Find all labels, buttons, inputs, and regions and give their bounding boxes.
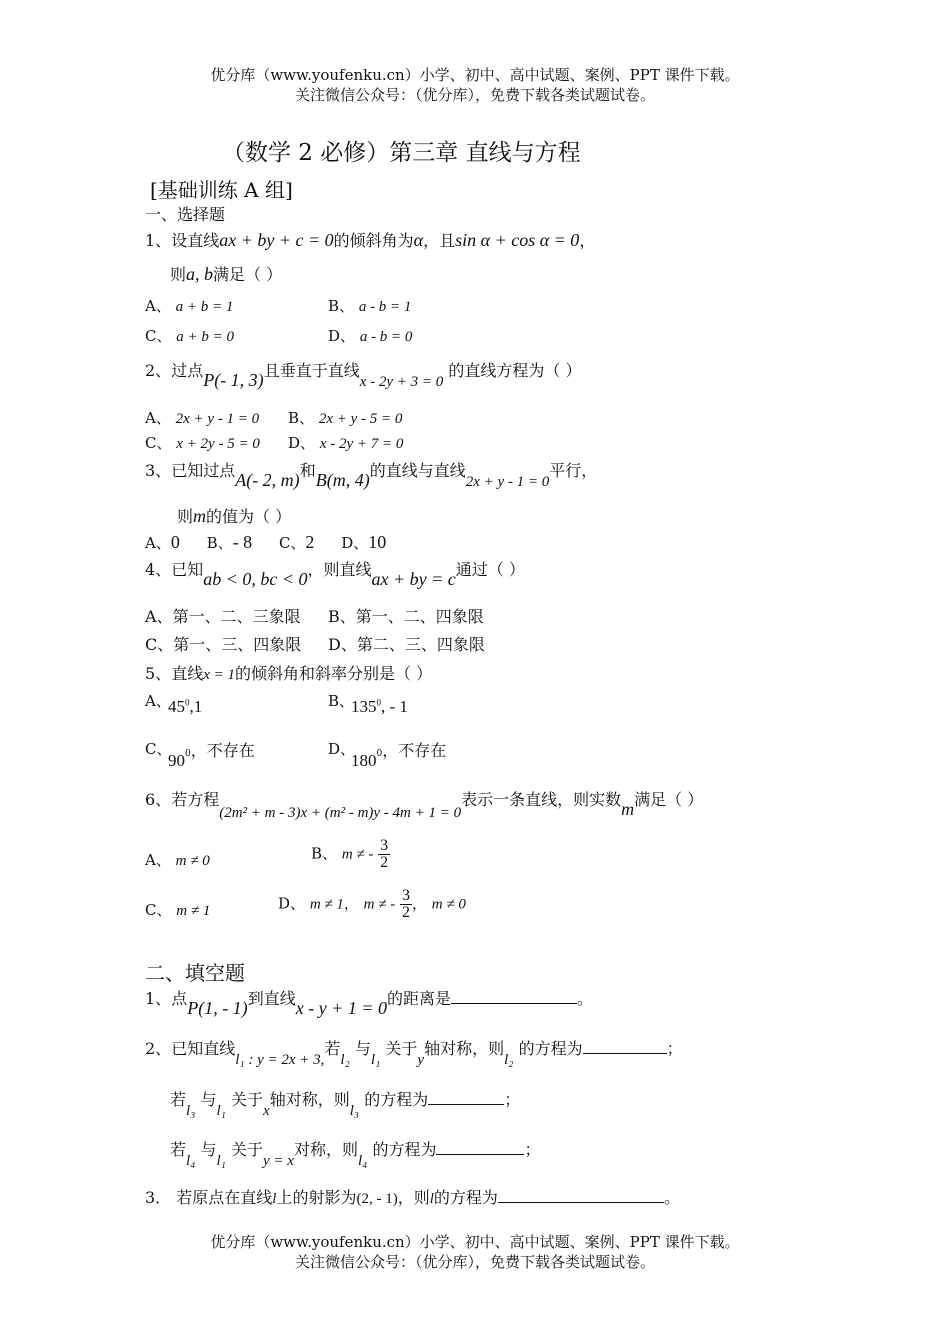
section-fill-heading: 二、填空题 — [145, 961, 245, 985]
question-3-line-2: 则m的值为（ ） — [177, 506, 292, 526]
question-2: 2、过点P(- 1, 3)且垂直于直线x - 2y + 3 = 0 的直线方程为（ ） — [145, 361, 582, 390]
q5-option-b: $135^0$, - 1 — [351, 697, 408, 716]
fill-question-3: 3． 若原点在直线l上的射影为(2, - 1)，则l的方程为 。 — [145, 1188, 680, 1207]
footer-line-2: 关注微信公众号：（优分库），免费下载各类试题试卷。 — [294, 1253, 655, 1271]
q4-option-c: C、第一、三、四象限 — [145, 635, 302, 654]
q4-option-a: A、第一、二、三象限 — [145, 607, 301, 626]
question-4: 4、已知ab < 0, bc < 0，则直线ax + by = c通过（ ） — [145, 560, 525, 589]
header-line-2: 关注微信公众号：（优分库），免费下载各类试题试卷。 — [294, 86, 655, 104]
q4-option-d: D、第二、三、四象限 — [328, 635, 485, 654]
q1-option-c: C、 a + b = 0 — [145, 327, 235, 345]
answer-blank[interactable] — [498, 1188, 664, 1203]
q6-option-c: C、 m ≠ 1 — [145, 901, 211, 919]
q5-option-d-label: D、 — [328, 740, 356, 758]
q2-option-c: C、 x + 2y - 5 = 0 — [145, 434, 260, 452]
page-title: （数学 2 必修）第三章 直线与方程 — [222, 140, 581, 166]
q2-option-b: B、 2x + y - 5 = 0 — [288, 409, 403, 427]
group-heading: [基础训练 A 组] — [150, 178, 293, 202]
question-1: 1、设直线ax + by + c = 0的倾斜角为α，且sin α + cos α = 0， — [145, 230, 596, 250]
q5-option-c: $90^0$，不存在 — [168, 741, 255, 770]
fraction-3-2: $\frac{3}{2}$ — [380, 837, 389, 871]
fraction-3-2: $\frac{3}{2}$ — [402, 887, 411, 921]
fill-question-2-line-3: 若l₄ 与l₁ 关于y = x对称，则l₄ 的方程为 ； — [170, 1140, 541, 1169]
q2-option-a: A、 2x + y - 1 = 0 — [145, 409, 260, 427]
fill-question-2-line-2: 若l₃ 与l₁ 关于x轴对称，则l₃ 的方程为 ； — [170, 1090, 521, 1119]
answer-blank[interactable] — [451, 989, 577, 1004]
q1-option-a: A、 a + b = 1 — [145, 297, 234, 315]
q6-option-b: B、 m ≠ - $\frac{3}{2}$ — [311, 837, 389, 871]
answer-blank[interactable] — [583, 1039, 667, 1054]
q3-options: A、0 B、- 8 C、2 D、10 — [145, 532, 387, 552]
q6-option-d: D、 m ≠ 1， m ≠ - $\frac{3}{2}$ ， m ≠ 0 — [278, 887, 466, 921]
q5-option-d: $180^0$，不存在 — [351, 741, 447, 770]
section-choice-heading: 一、选择题 — [145, 205, 226, 224]
question-5: 5、直线x = 1的倾斜角和斜率分别是（ ） — [145, 664, 433, 683]
q5-option-b-label: B、 — [328, 692, 355, 710]
q6-option-a: A、 m ≠ 0 — [145, 851, 210, 869]
q5-option-a-label: A、 — [145, 692, 171, 710]
fill-question-2: 2、已知直线l₁ : y = 2x + 3,若l₂ 与l₁ 关于y轴对称，则l₂ 的方程为 ； — [145, 1039, 683, 1068]
fill-question-1: 1、点P(1, - 1)到直线x - y + 1 = 0的距离是 。 — [145, 989, 593, 1018]
question-6: 6、若方程(2m² + m - 3)x + (m² - m)y - 4m + 1 = 0表示一条直线，则实数m满足（ ） — [145, 790, 704, 821]
header-line-1: 优分库（www.youfenku.cn）小学、初中、高中试题、案例、PPT 课件下载。 — [210, 66, 740, 84]
footer-line-1: 优分库（www.youfenku.cn）小学、初中、高中试题、案例、PPT 课件下载。 — [210, 1233, 740, 1251]
answer-blank[interactable] — [428, 1090, 504, 1105]
answer-blank[interactable] — [436, 1140, 524, 1155]
q1-option-b: B、 a - b = 1 — [328, 297, 412, 315]
q1-option-d: D、 a - b = 0 — [328, 327, 413, 345]
q4-option-b: B、第一、二、四象限 — [328, 607, 484, 626]
q5-option-a: $45^0,1$ — [168, 697, 203, 716]
question-3: 3、已知过点A(- 2, m)和B(m, 4)的直线与直线2x + y - 1 = 0平行， — [145, 461, 598, 490]
question-1-line-2: 则a, b满足（ ） — [170, 264, 283, 284]
q2-option-d: D、 x - 2y + 7 = 0 — [288, 434, 404, 452]
q5-option-c-label: C、 — [145, 740, 172, 758]
